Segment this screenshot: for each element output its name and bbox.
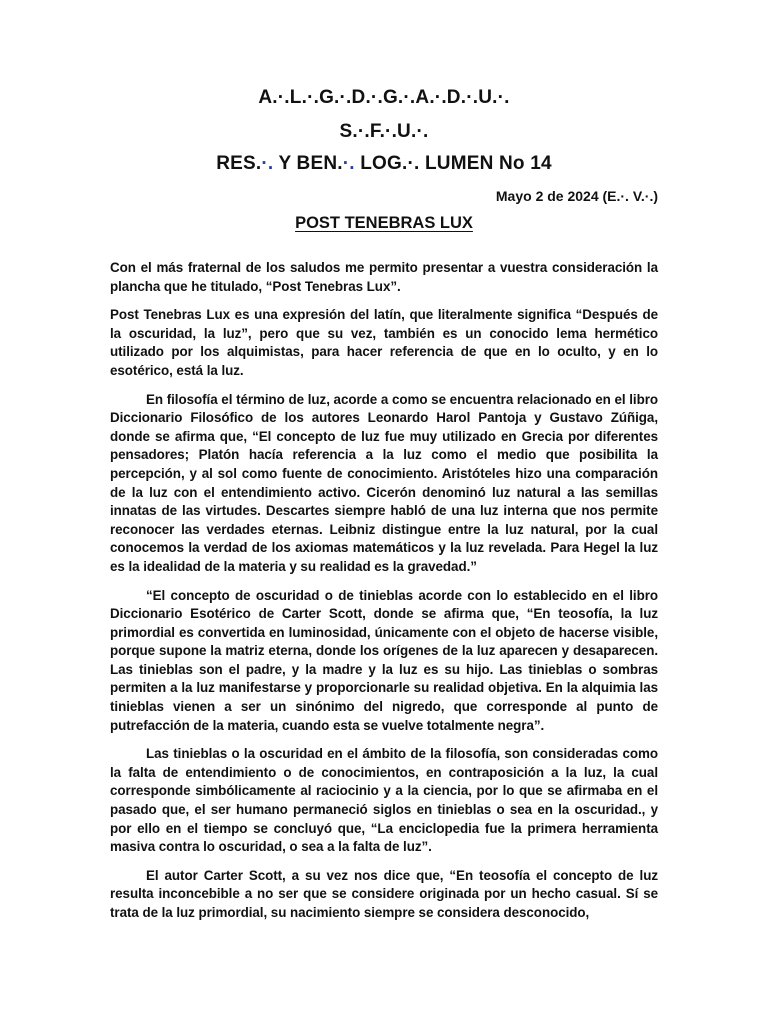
document-date: Mayo 2 de 2024 (E.·. V.·.) xyxy=(495,188,658,204)
header-dots-2: ·. xyxy=(342,153,355,174)
header-log-lumen: LOG.·. LUMEN No 14 xyxy=(354,153,552,174)
document-body xyxy=(110,259,658,933)
paragraph-philosophy-light: En filosofía el término de luz, acorde a como se encuentra relacionado en el libro Diccionario Filosófico de los autores Leonardo Harol Pantoja y Gustavo Zúñiga, donde se afirma que, “El concepto de luz fue muy utilizado en Grecia por diferentes pensadores; Platón hacía referencia a la luz como el medio que posibilita la percepción, y al sol como fuente de conocimiento. Aristóteles hizo una comparación de la luz con el entendimiento activo. Cicerón denominó luz natural a las semillas innatas de las virtudes. Descartes siempre habló de una luz interna que nos permite reconocer las verdades eternas. Leibniz distingue entre la luz natural, por la cual conocemos la verdad de los axiomas matemáticos y la luz revelada. Para Hegel la luz es la idealidad de la materia y su realidad es la gravedad.” xyxy=(110,391,658,574)
header-res: RES. xyxy=(216,153,262,174)
header-ben: Y BEN. xyxy=(273,153,343,174)
paragraph-darkness-concept: “El concepto de oscuridad o de tinieblas acorde con lo establecido en el libro Diccionario Esotérico de Carter Scott, donde se afirma que, “En teosofía, la luz primordial es convertida en luminosidad, únicamente con el objeto de hacerse visible, porque supone la matriz eterna, donde los orígenes de la luz aparecen y desaparecen. Las tinieblas son el padre, y la madre y la luz es su hijo. Las tinieblas o sombras permiten a la luz manifestarse y proporcionarle su realidad objetiva. En la alquimia las tinieblas vienen a ser un sinónimo del nigredo, que corresponde al punto de putrefacción de la materia, cuando esta se vuelve totalmente negra”. xyxy=(110,587,658,733)
header-dots-1: ·. xyxy=(261,153,274,174)
paragraph-definition: Post Tenebras Lux es una expresión del latín, que literalmente significa “Después de la oscuridad, la luz”, pero que su vez, también es un conocido lema hermético utilizado por los alquimistas, para hacer referencia de que en lo oculto, y en lo esotérico, está la luz. xyxy=(110,307,658,378)
header-sfu: S.·.F.·.U.·. xyxy=(339,121,429,142)
paragraph-carter-scott: El autor Carter Scott, a su vez nos dice que, “En teosofía el concepto de luz resulta inconcebible a no ser que se considere originada por un hecho casual. Sí se trata de la luz primordial, su nacimiento siempre se considera desconocido, xyxy=(110,867,658,920)
header-lodge-name xyxy=(0,152,768,176)
header-lodge-invocation: A.·.L.·.G.·.D.·.G.·.A.·.D.·.U.·. xyxy=(258,87,510,108)
paragraph-intro: Con el más fraternal de los saludos me permito presentar a vuestra consideración la plancha que he titulado, “Post Tenebras Lux”. xyxy=(110,260,658,294)
document-title: POST TENEBRAS LUX xyxy=(295,214,473,232)
paragraph-darkness-philosophy: Las tinieblas o la oscuridad en el ámbito de la filosofía, son consideradas como la falta de entendimiento o de conocimientos, en contraposición a la luz, la cual corresponde simbólicamente al raciocinio y a la ciencia, por lo que se afirmaba en el pasado que, el ser humano permaneció siglos en tinieblas o sea en la oscuridad., y por ello en el tiempo se concluyó que, “La enciclopedia fue la primera herramienta masiva contra lo oscuridad, o sea a la falta de luz”. xyxy=(110,746,658,855)
